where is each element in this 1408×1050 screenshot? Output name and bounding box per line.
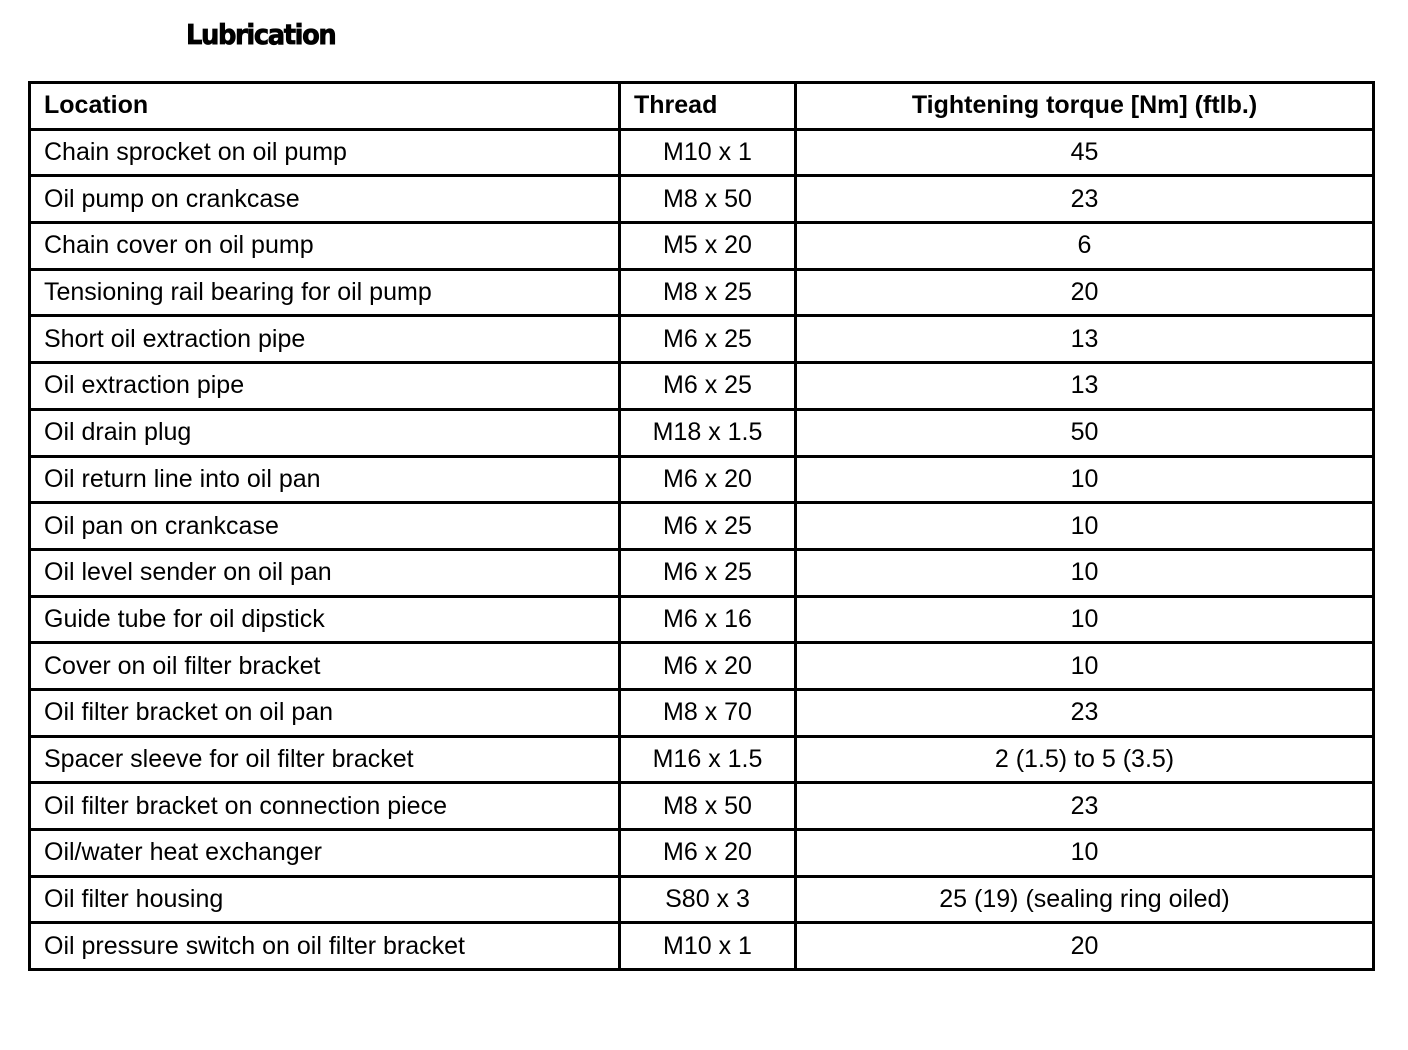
cell-location: Oil filter housing — [30, 876, 620, 923]
cell-location: Short oil extraction pipe — [30, 316, 620, 363]
cell-torque: 6 — [796, 223, 1374, 270]
cell-location: Tensioning rail bearing for oil pump — [30, 269, 620, 316]
table-row — [30, 549, 1374, 596]
cell-location: Oil pump on crankcase — [30, 176, 620, 223]
table-row — [30, 176, 1374, 223]
cell-torque: 13 — [796, 363, 1374, 410]
cell-torque: 2 (1.5) to 5 (3.5) — [796, 736, 1374, 783]
cell-torque: 23 — [796, 689, 1374, 736]
cell-thread: M10 x 1 — [620, 923, 796, 970]
cell-location: Oil extraction pipe — [30, 363, 620, 410]
cell-thread: M6 x 25 — [620, 316, 796, 363]
cell-torque: 10 — [796, 643, 1374, 690]
column-header-location: Location — [30, 83, 620, 130]
table-row — [30, 363, 1374, 410]
cell-thread: M8 x 25 — [620, 269, 796, 316]
section-title: Lubrication — [186, 18, 336, 51]
cell-location: Oil pan on crankcase — [30, 503, 620, 550]
table-row — [30, 783, 1374, 830]
column-header-thread: Thread — [620, 83, 796, 130]
table-body — [30, 129, 1374, 969]
cell-location: Oil pressure switch on oil filter bracket — [30, 923, 620, 970]
cell-location: Chain cover on oil pump — [30, 223, 620, 270]
table-row — [30, 643, 1374, 690]
cell-torque: 20 — [796, 923, 1374, 970]
cell-location: Oil level sender on oil pan — [30, 549, 620, 596]
torque-table — [28, 81, 1375, 971]
cell-thread: M6 x 20 — [620, 643, 796, 690]
cell-thread: M8 x 70 — [620, 689, 796, 736]
table-header-row — [30, 83, 1374, 130]
table-row — [30, 923, 1374, 970]
cell-torque: 10 — [796, 503, 1374, 550]
table-row — [30, 596, 1374, 643]
cell-thread: M6 x 20 — [620, 830, 796, 877]
cell-torque: 20 — [796, 269, 1374, 316]
cell-torque: 23 — [796, 176, 1374, 223]
cell-torque: 10 — [796, 830, 1374, 877]
cell-location: Oil return line into oil pan — [30, 456, 620, 503]
cell-location: Spacer sleeve for oil filter bracket — [30, 736, 620, 783]
table-row — [30, 830, 1374, 877]
cell-location: Oil filter bracket on oil pan — [30, 689, 620, 736]
cell-location: Guide tube for oil dipstick — [30, 596, 620, 643]
cell-thread: M16 x 1.5 — [620, 736, 796, 783]
cell-torque: 25 (19) (sealing ring oiled) — [796, 876, 1374, 923]
table-row — [30, 129, 1374, 176]
cell-location: Oil/water heat exchanger — [30, 830, 620, 877]
table-row — [30, 503, 1374, 550]
cell-torque: 50 — [796, 409, 1374, 456]
column-header-torque: Tightening torque [Nm] (ftlb.) — [796, 83, 1374, 130]
table-row — [30, 223, 1374, 270]
cell-torque: 10 — [796, 549, 1374, 596]
cell-torque: 45 — [796, 129, 1374, 176]
cell-thread: M6 x 25 — [620, 503, 796, 550]
cell-location: Chain sprocket on oil pump — [30, 129, 620, 176]
cell-thread: M18 x 1.5 — [620, 409, 796, 456]
cell-torque: 23 — [796, 783, 1374, 830]
cell-thread: S80 x 3 — [620, 876, 796, 923]
cell-thread: M8 x 50 — [620, 783, 796, 830]
cell-location: Oil filter bracket on connection piece — [30, 783, 620, 830]
table-row — [30, 269, 1374, 316]
cell-thread: M6 x 16 — [620, 596, 796, 643]
cell-location: Oil drain plug — [30, 409, 620, 456]
cell-thread: M6 x 20 — [620, 456, 796, 503]
cell-thread: M8 x 50 — [620, 176, 796, 223]
cell-torque: 13 — [796, 316, 1374, 363]
cell-thread: M10 x 1 — [620, 129, 796, 176]
cell-torque: 10 — [796, 456, 1374, 503]
table-row — [30, 409, 1374, 456]
cell-torque: 10 — [796, 596, 1374, 643]
table-row — [30, 689, 1374, 736]
table-row — [30, 736, 1374, 783]
cell-thread: M6 x 25 — [620, 363, 796, 410]
cell-thread: M6 x 25 — [620, 549, 796, 596]
cell-thread: M5 x 20 — [620, 223, 796, 270]
table-row — [30, 316, 1374, 363]
cell-location: Cover on oil filter bracket — [30, 643, 620, 690]
table-row — [30, 876, 1374, 923]
table-row — [30, 456, 1374, 503]
